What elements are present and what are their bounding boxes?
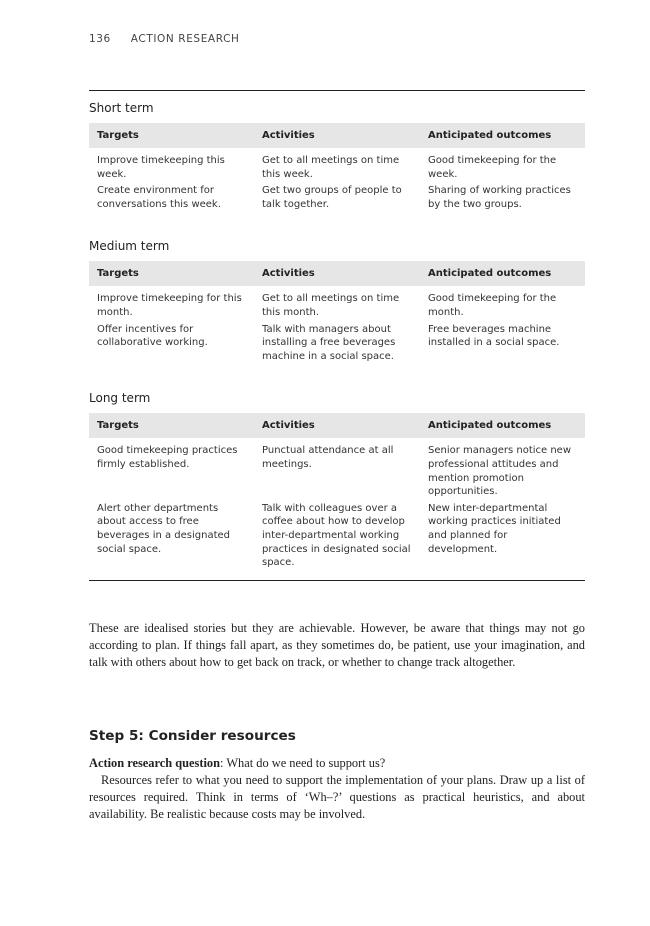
section-long-term (89, 389, 585, 569)
section-medium-term (89, 237, 585, 363)
step-heading: Step 5: Consider resources (89, 728, 296, 744)
table-cell: New inter-departmental working practices initiated and planned for development. (428, 502, 561, 555)
table-cell: Talk with managers about installing a free beverages machine in a social space. (262, 323, 396, 362)
section-title: Short term (89, 101, 154, 115)
table-cell: Get two groups of people to talk together. (262, 185, 402, 210)
column-header-targets: Targets (89, 261, 254, 286)
page-number: 136 (89, 33, 111, 45)
section-title: Long term (89, 391, 151, 406)
column-header-targets: Targets (89, 123, 254, 148)
section-short-term (89, 99, 585, 211)
column-header-targets: Targets (89, 413, 254, 438)
table-medium-term (89, 261, 585, 363)
table-cell: Senior managers notice new professional attitudes and mention promotion opportunities. (428, 445, 572, 498)
table-cell: Punctual attendance at all meetings. (262, 445, 394, 470)
table-cell: Get to all meetings on time this week. (262, 155, 400, 180)
column-header-outcomes: Anticipated outcomes (420, 413, 585, 438)
table-cell: Good timekeeping practices firmly established. (97, 445, 238, 470)
table-cell: Good timekeeping for the month. (428, 293, 557, 318)
running-head (89, 33, 240, 45)
table-cell: Alert other departments about access to free beverages in a designated social space. (97, 502, 231, 555)
research-question (89, 755, 585, 772)
table-short-term (89, 123, 585, 211)
table-cell: Improve timekeeping for this month. (97, 293, 242, 318)
table-cell: Free beverages machine installed in a social space. (428, 323, 560, 349)
table-cell: Sharing of working practices by the two groups. (428, 185, 571, 210)
body-paragraph: Resources refer to what you need to support the implementation of your plans. Draw up a list of resources required. Think in terms of ‘Wh–?’ questions as practical heuristics, and about availability. Be realistic because costs may be involved. (89, 773, 585, 822)
table-cell: Offer incentives for collaborative working. (97, 323, 208, 349)
section-title: Medium term (89, 239, 170, 254)
column-header-outcomes: Anticipated outcomes (420, 123, 585, 148)
running-title: ACTION RESEARCH (130, 33, 240, 45)
column-header-activities: Activities (254, 413, 420, 438)
planning-tables (89, 90, 585, 581)
column-header-activities: Activities (254, 123, 420, 148)
table-cell: Good timekeeping for the week. (428, 155, 557, 180)
column-header-outcomes: Anticipated outcomes (420, 261, 585, 286)
table-cell: Create environment for conversations this week. (97, 185, 221, 210)
body-paragraph: These are idealised stories but they are achievable. However, be aware that things may not go according to plan. If things fall apart, as they sometimes do, be patient, use your imagination, and talk with others about how to get back on track, or whether to change track altogether. (89, 621, 585, 670)
question-text: : What do we need to support us? (220, 756, 386, 770)
table-cell: Improve timekeeping this week. (97, 155, 225, 180)
table-cell: Talk with colleagues over a coffee about how to develop inter-departmental working practices in designated social space. (262, 502, 411, 569)
table-cell: Get to all meetings on time this month. (262, 293, 400, 318)
table-long-term (89, 413, 585, 569)
question-label: Action research question (89, 756, 221, 770)
column-header-activities: Activities (254, 261, 420, 286)
